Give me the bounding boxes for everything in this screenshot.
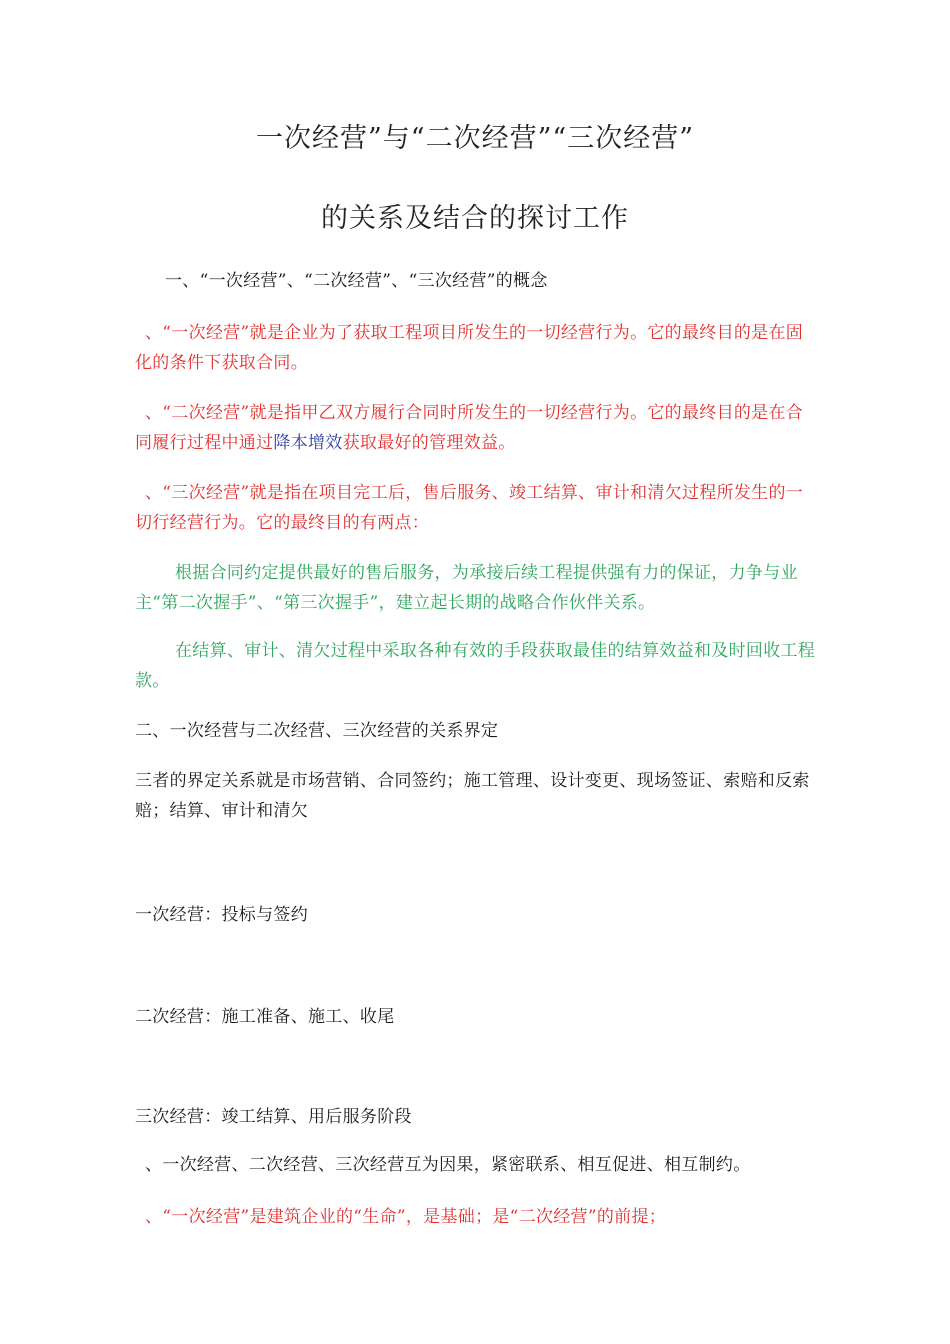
section-2-heading: 二、一次经营与二次经营、三次经营的关系界定 [135,721,499,741]
paragraph-second-operation-part1: 、“二次经营”就是指甲乙双方履行合同时所发生的一切经营行为。它的最终目的是在合同履行过程中通过 [135,403,804,453]
third-operation-stage: 三次经营：竣工结算、用后服务阶段 [135,1107,412,1127]
paragraph-third-operation: 、“三次经营”就是指在项目完工后，售后服务、竣工结算、审计和清欠过程所发生的一切行经营行为。它的最终目的有两点： [135,483,804,533]
paragraph-goal-service: 根据合同约定提供最好的售后服务，为承接后续工程提供强有力的保证，力争与业主“第二次握手”、“第三次握手”，建立起长期的战略合作伙伴关系。 [135,563,798,613]
title-line-1: 一次经营”与“二次经营”“三次经营” [255,123,694,154]
paragraph-second-operation [135,398,819,458]
second-operation-stage: 二次经营：施工准备、施工、收尾 [135,1007,395,1027]
first-operation-stage: 一次经营：投标与签约 [135,905,308,925]
paragraph-second-operation-part2: 获取最好的管理效益。 [342,433,516,453]
section-1-heading: 一、“一次经营”、“二次经营”、“三次经营”的概念 [165,271,548,291]
paragraph-first-operation-life: 、“一次经营”是建筑企业的“生命”，是基础；是“二次经营”的前提； [145,1207,667,1227]
title-line-2: 的关系及结合的探讨工作 [321,203,629,234]
paragraph-mutual-causation: 、一次经营、二次经营、三次经营互为因果，紧密联系、相互促进、相互制约。 [145,1155,751,1175]
paragraph-goal-settlement: 在结算、审计、清欠过程中采取各种有效的手段获取最佳的结算效益和及时回收工程款。 [135,641,816,691]
paragraph-relationship-definition: 三者的界定关系就是市场营销、合同签约；施工管理、设计变更、现场签证、索赔和反索赔；结算、审计和清欠 [135,771,810,821]
paragraph-first-operation: 、“一次经营”就是企业为了获取工程项目所发生的一切经营行为。它的最终目的是在固化的条件下获取合同。 [135,323,804,373]
cost-reduction-highlight: 降本增效 [273,433,343,453]
